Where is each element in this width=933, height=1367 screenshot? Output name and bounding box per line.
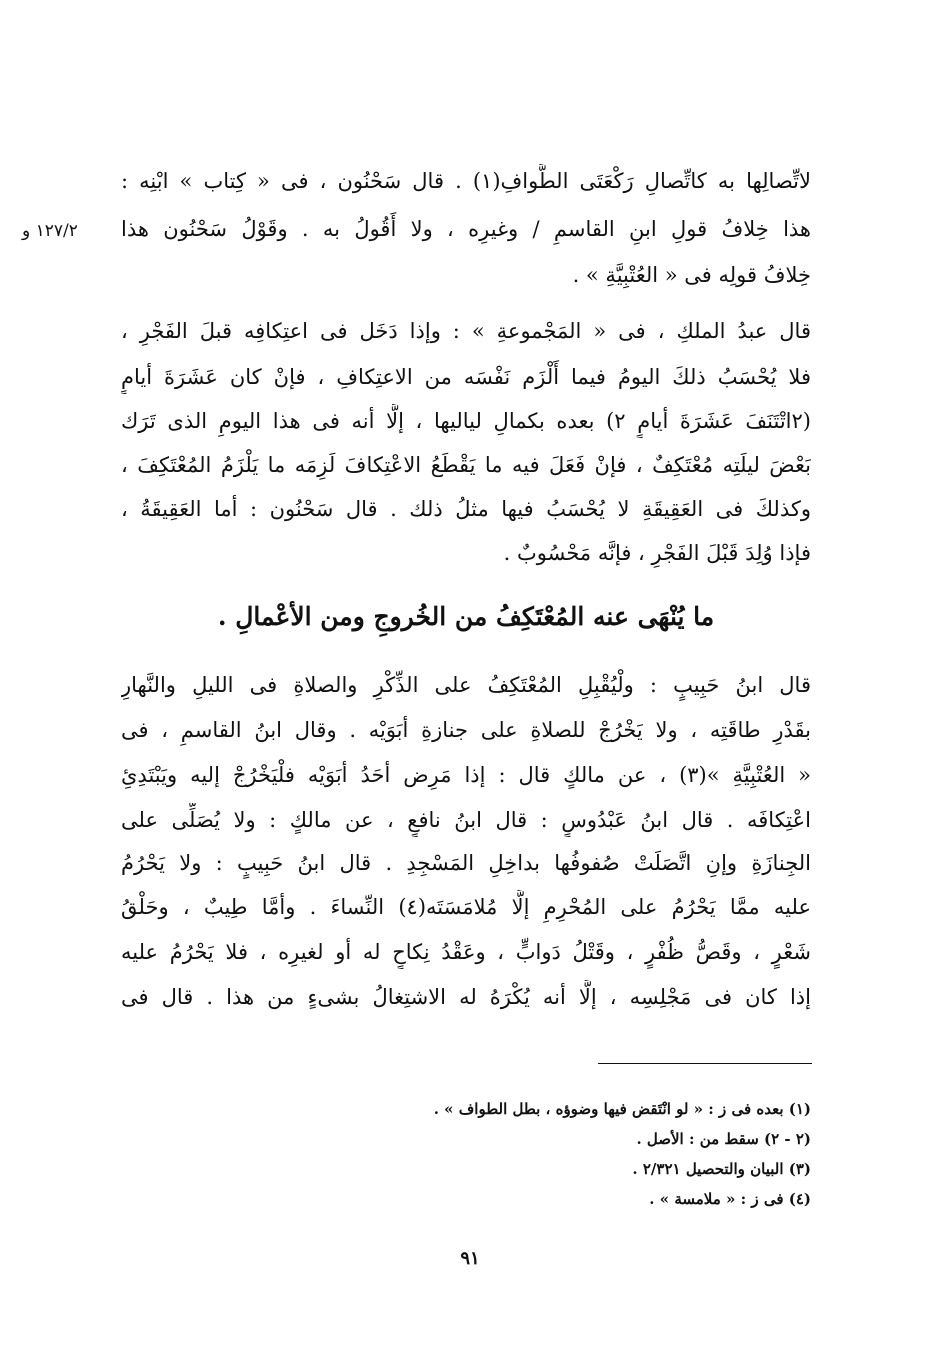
paragraph-3-line-2: بقَدْرِ طاقَتِه ، ولا يَخْرُجْ للصلاةِ على جنازةِ أبَوَيْه . وقال ابنُ القاسمِ ، فى xyxy=(121,718,811,742)
margin-folio-note: ١٢٧/٢ و xyxy=(22,221,78,241)
footnote-2: (٢ - ٢) سقط من : الأصل . xyxy=(636,1130,811,1148)
paragraph-3-line-8: إذا كان فى مَجْلِسِه ، إلَّا أنه يُكْرَهُ له الاشتِغالُ بشىءٍ من هذا . قال فى xyxy=(121,985,811,1009)
footnote-separator xyxy=(598,1063,812,1064)
paragraph-2-line-4: بَعْضَ ليلَتِه مُعْتَكِفٌ ، فإنْ فَعَلَ فيه ما يَقْطَعُ الاعْتِكافَ لَزِمَه ما يَلْزَمُ المُعْتَكِفَ ، xyxy=(121,453,811,477)
page-number: ٩١ xyxy=(460,1248,480,1269)
footnote-1: (١) بعده فى ز : « لو انْتَقض فيها وضوؤه ، بطل الطواف » . xyxy=(433,1100,811,1118)
paragraph-3-line-7: شَعْرٍ ، وقَصُّ ظُفْرٍ ، وقَتْلُ دَوابٍّ ، وعَقْدُ نِكاحٍ له أو لغيرِه ، فلا يَحْرُمُ عليه xyxy=(121,940,811,964)
paragraph-2-line-1: قال عبدُ الملكِ ، فى « المَجْموعةِ » : وإذا دَخَل فى اعتِكافِه قبلَ الفَجْرِ ، xyxy=(121,319,811,343)
paragraph-1-line-3: خِلافُ قولِه فى « العُتْبِيَّةِ » . xyxy=(572,263,811,287)
paragraph-3-line-5: الجِنازَةِ وإنِ اتَّصَلَتْ صُفوفُها بداخِلِ المَسْجِدِ . قال ابنُ حَبِيبٍ : ولا يَحْرُمُ xyxy=(121,851,811,875)
paragraph-2-line-6: فإذا وُلِدَ قَبْلَ الفَجْرِ ، فإنَّه مَحْسُوبٌ . xyxy=(503,541,811,565)
paragraph-3-line-3: « العُتْبِيَّةِ »(٣) ، عن مالكٍ قال : إذا مَرِض أحَدُ أبَوَيْه فلْيَخْرُجْ إليه ويَبْتَدِئِ xyxy=(121,763,811,787)
footnote-4: (٤) فى ز : « ملامسة » . xyxy=(649,1190,811,1208)
paragraph-3-line-1: قال ابنُ حَبِيبٍ : ولْيُقْبِلِ المُعْتَكِفُ على الذِّكْرِ والصلاةِ فى الليلِ والنَّهارِ xyxy=(121,673,811,697)
paragraph-1-line-2: هذا خِلافُ قولِ ابنِ القاسمِ / وغيرِه ، ولا أَقُولُ به . وقَوْلُ سَحْنُون هذا xyxy=(121,217,811,241)
section-heading: ما يُنْهَى عنه المُعْتَكِفُ من الخُروجِ ومن الأعْمالِ . xyxy=(217,602,715,631)
footnote-3: (٣) البيان والتحصيل ٢/٣٢١ . xyxy=(632,1160,811,1178)
paragraph-2-line-3: (٢اتْتَنَفَ عَشَرَةَ أيامٍ ٢) بعده بكمالِ لياليها ، إلَّا أنه فى هذا اليومِ الذى تَرَك xyxy=(121,409,811,433)
paragraph-1-line-1: لاتِّصالِها به كاتِّصالِ رَكْعَتَى الطَّوافِ(١) . قال سَحْنُون ، فى « كِتاب » ابْنِه : xyxy=(121,169,811,193)
paragraph-2-line-2: فلا يُحْسَبُ ذلكَ اليومُ فيما أَلْزَم نَفْسَه من الاعتِكافِ ، فإنْ كان عَشَرَةَ أيامٍ xyxy=(121,365,811,389)
paragraph-3-line-4: اعْتِكافَه . قال ابنُ عَبْدُوسٍ : قال ابنُ نافعٍ ، عن مالكٍ : ولا يُصَلِّى على xyxy=(121,808,811,832)
paragraph-3-line-6: عليه ممَّا يَحْرُمُ على المُحْرِمِ إلَّا مُلامَسَتَه(٤) النِّساءَ . وأمَّا طِيبٌ ، وحَلْقُ xyxy=(121,895,811,919)
paragraph-2-line-5: وكذلكَ فى العَقِيقَةِ لا يُحْسَبُ فيها مثلُ ذلك . قال سَحْنُون : أما العَقِيقَةُ ، xyxy=(121,497,811,521)
